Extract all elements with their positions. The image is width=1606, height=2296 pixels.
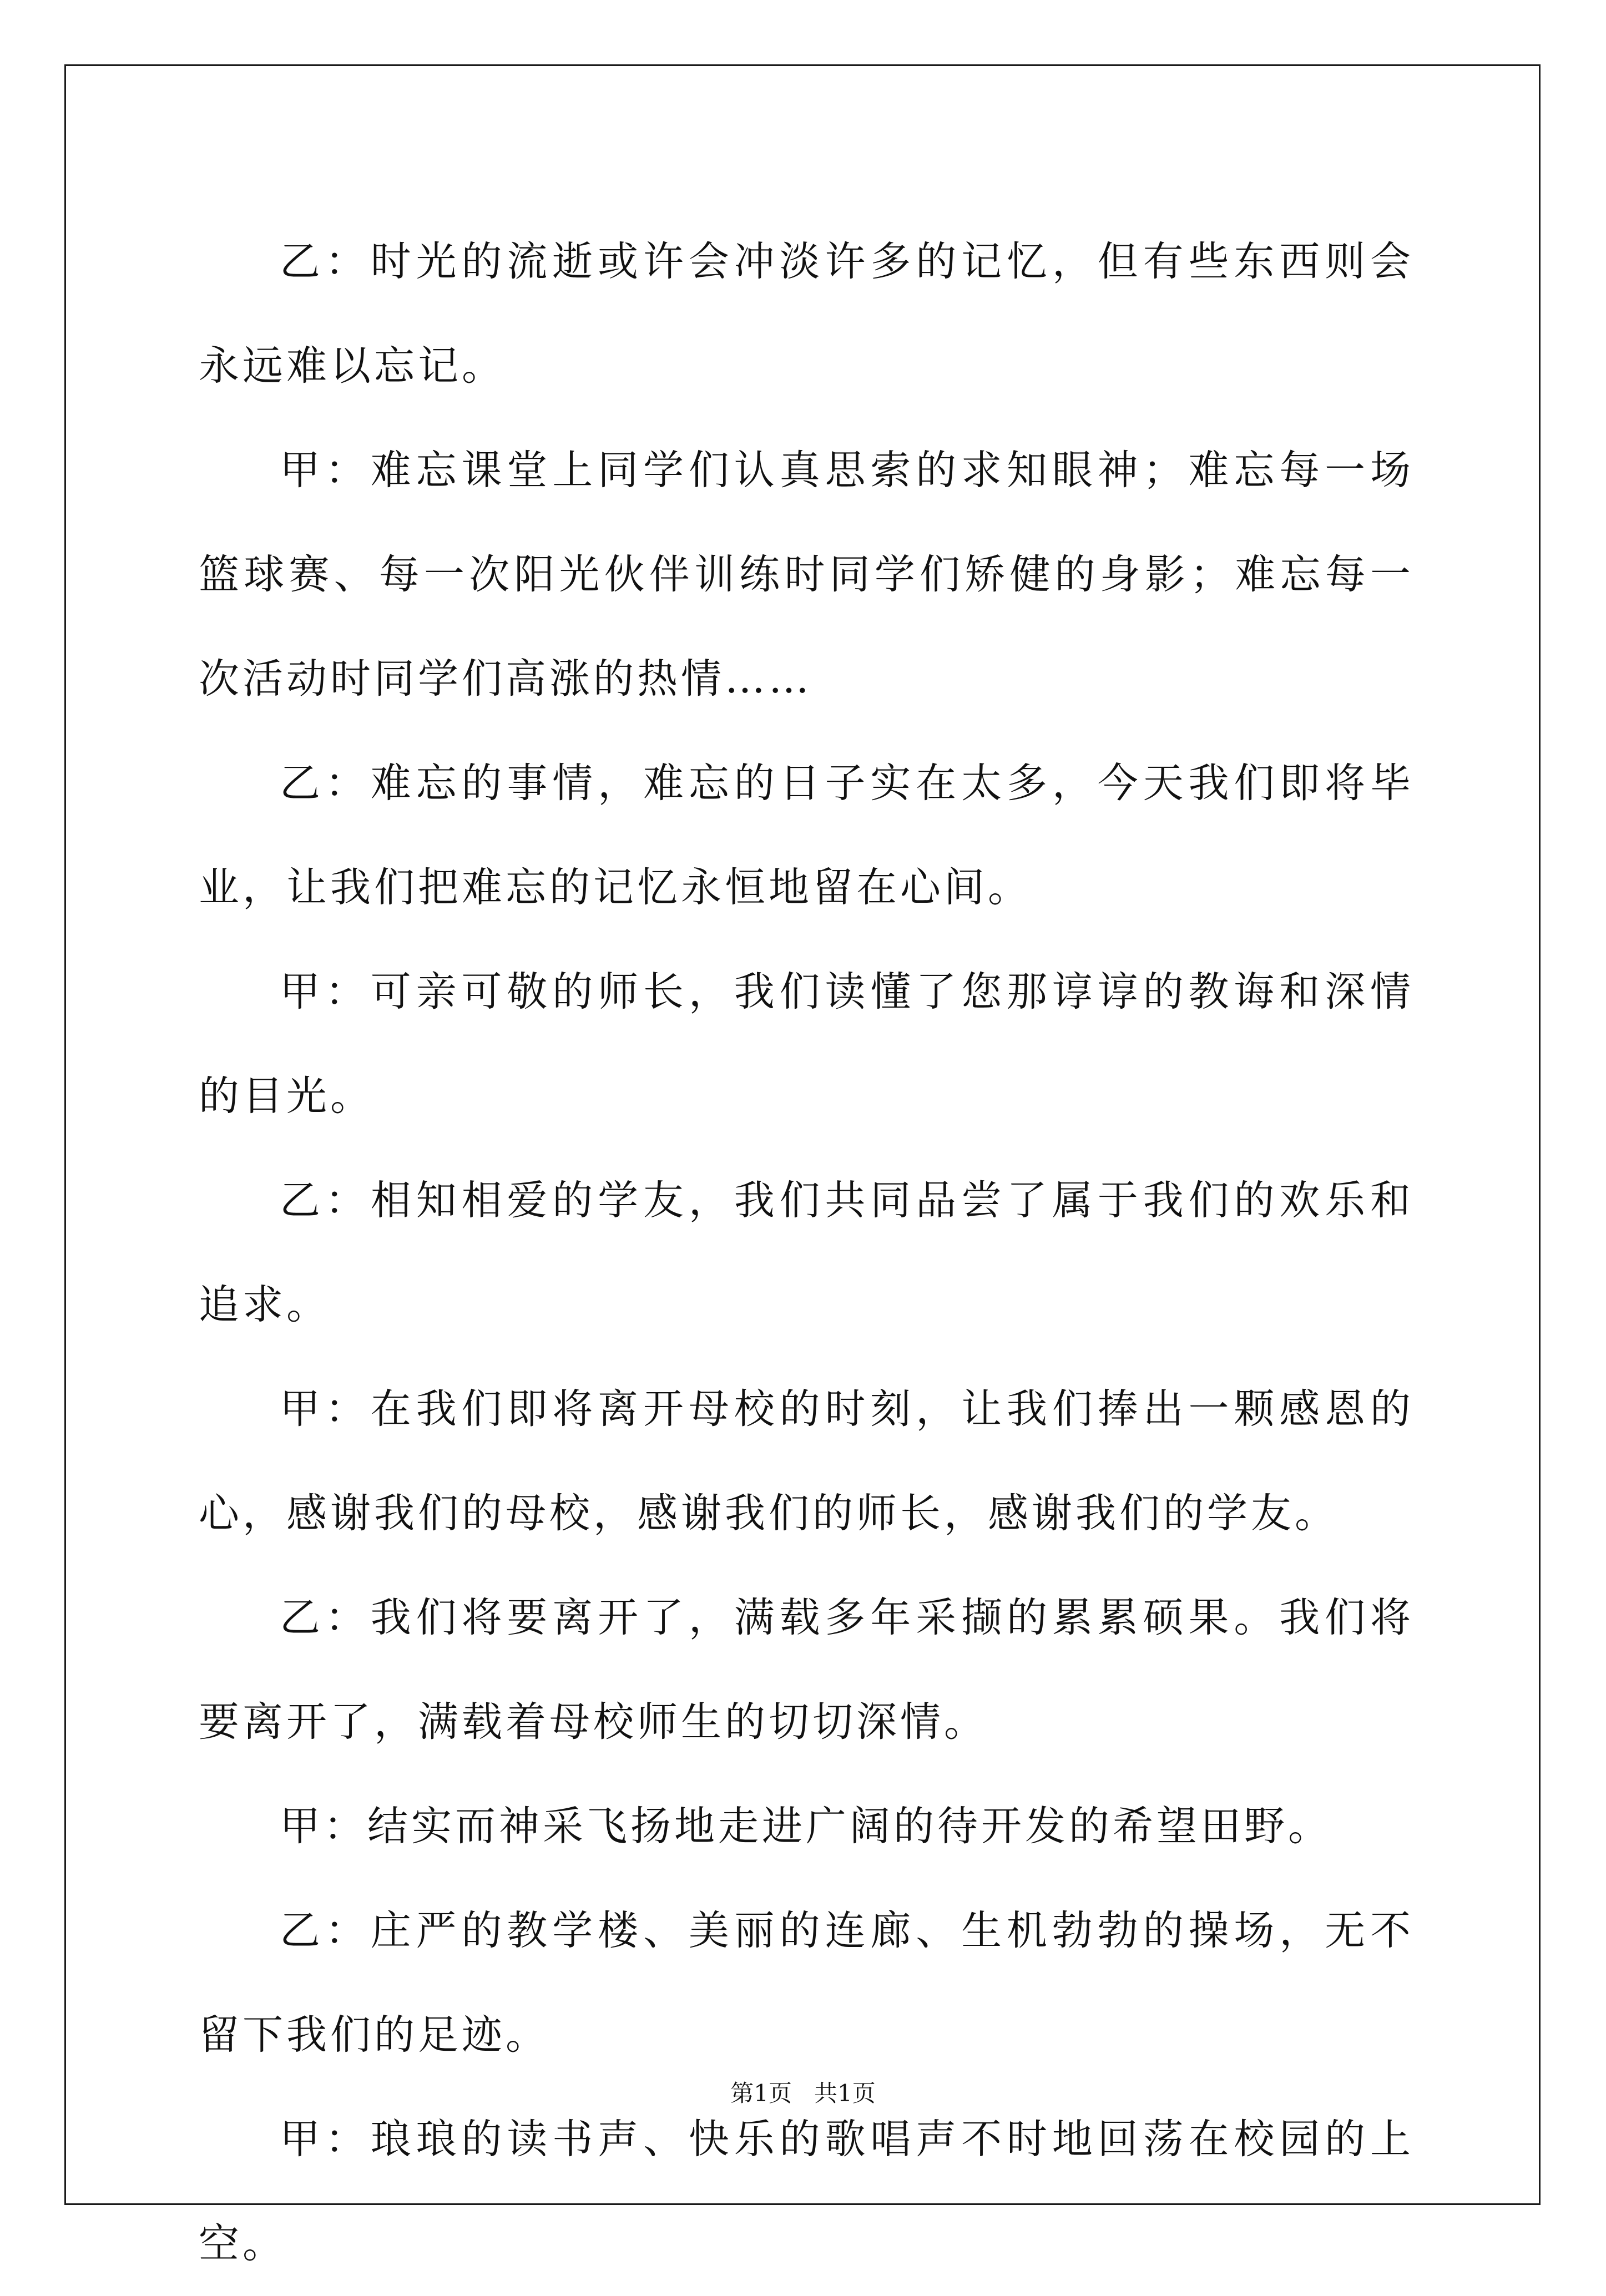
paragraph: 甲：难忘课堂上同学们认真思索的求知眼神；难忘每一场篮球赛、每一次阳光伙伴训练时同学们矫健的身影；难忘每一次活动时同学们高涨的热情…… — [199, 447, 1414, 702]
page-footer — [0, 2075, 1606, 2108]
paragraph: 甲：在我们即将离开母校的时刻，让我们捧出一颗感恩的心，感谢我们的母校，感谢我们的师长，感谢我们的学友。 — [199, 1385, 1414, 1537]
page-total: 共1页 — [814, 2080, 876, 2107]
paragraph: 乙：时光的流逝或许会冲淡许多的记忆，但有些东西则会永远难以忘记。 — [199, 238, 1414, 390]
page-number: 第1页 — [730, 2080, 792, 2107]
paragraph: 甲：结实而神采飞扬地走进广阔的待开发的希望田野。 — [280, 1803, 1332, 1850]
paragraph: 乙：相知相爱的学友，我们共同品尝了属于我们的欢乐和追求。 — [199, 1177, 1414, 1328]
paragraph: 甲：可亲可敬的师长，我们读懂了您那谆谆的教诲和深情的目光。 — [199, 968, 1414, 1120]
paragraph: 甲：琅琅的读书声、快乐的歌唱声不时地回荡在校园的上空。 — [199, 2116, 1414, 2267]
document-body — [199, 210, 1414, 2296]
paragraph: 乙：难忘的事情，难忘的日子实在太多，今天我们即将毕业，让我们把难忘的记忆永恒地留在心间。 — [199, 760, 1414, 911]
paragraph: 乙：我们将要离开了，满载多年采撷的累累硕果。我们将要离开了，满载着母校师生的切切深情。 — [199, 1594, 1414, 1746]
paragraph: 乙：庄严的教学楼、美丽的连廊、生机勃勃的操场，无不留下我们的足迹。 — [199, 1907, 1414, 2059]
